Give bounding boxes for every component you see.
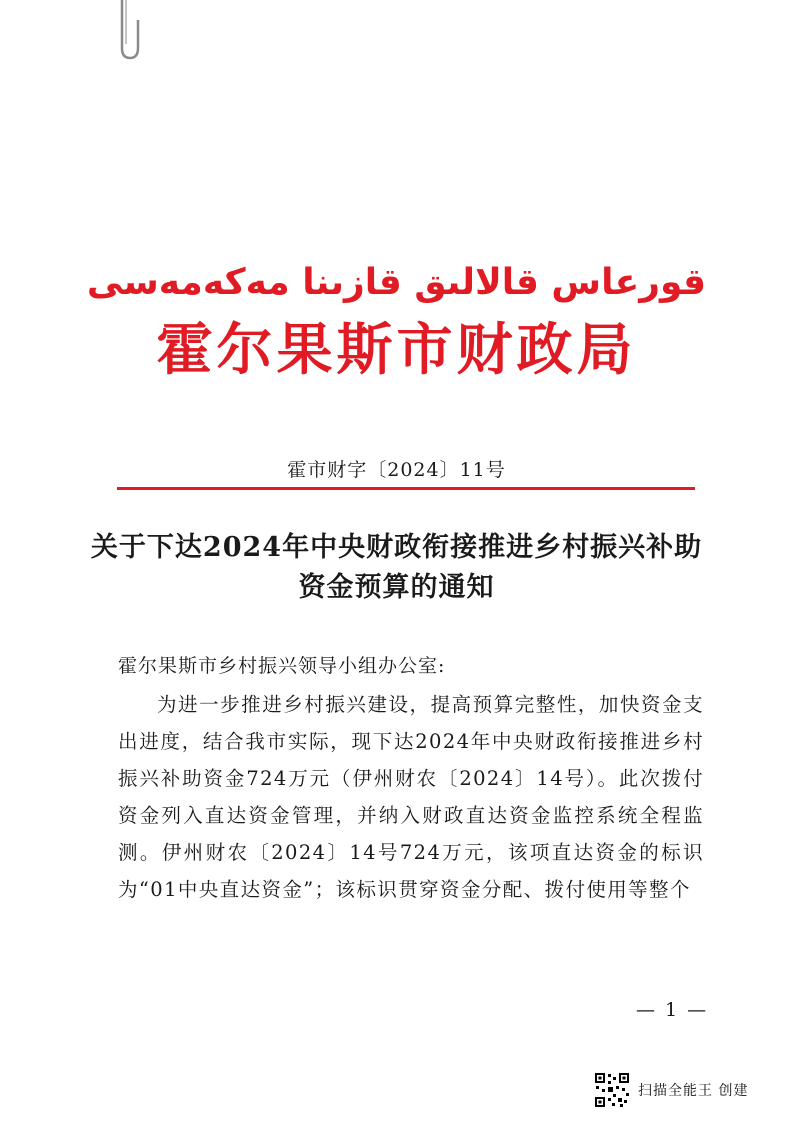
header-uyghur: قورعاس قالالىق قازىنا مەكەمەسى — [86, 262, 707, 303]
paper-clip-icon — [112, 0, 146, 70]
document-title: 关于下达2024年中央财政衔接推进乡村振兴补助资金预算的通知 — [90, 532, 703, 603]
header-chinese: 霍尔果斯市财政局 — [156, 317, 637, 383]
salutation: 霍尔果斯市乡村振兴领导小组办公室: — [118, 655, 446, 677]
scanner-watermark — [594, 1070, 748, 1110]
document-number: 霍市财字〔2024〕11号 — [287, 459, 506, 481]
page-number: — 1 — — [636, 999, 709, 1021]
red-divider — [117, 487, 695, 490]
watermark-text: 扫描全能王 创建 — [638, 1083, 749, 1099]
qr-code-icon — [594, 1072, 630, 1108]
body-paragraph: 为进一步推进乡村振兴建设，提高预算完整性，加快资金支出进度，结合我市实际，现下达2024年中央财政衔接推进乡村振兴补助资金724万元（伊州财农〔2024〕14号）。此次拨付资金列入直达资金管理，并纳入财政直达资金监控系统全程监测。伊州财农〔2024〕14号724万元，该项直达资金的标识为“01中央直达资金”；该标识贯穿资金分配、拨付使用等整个 — [118, 693, 704, 901]
